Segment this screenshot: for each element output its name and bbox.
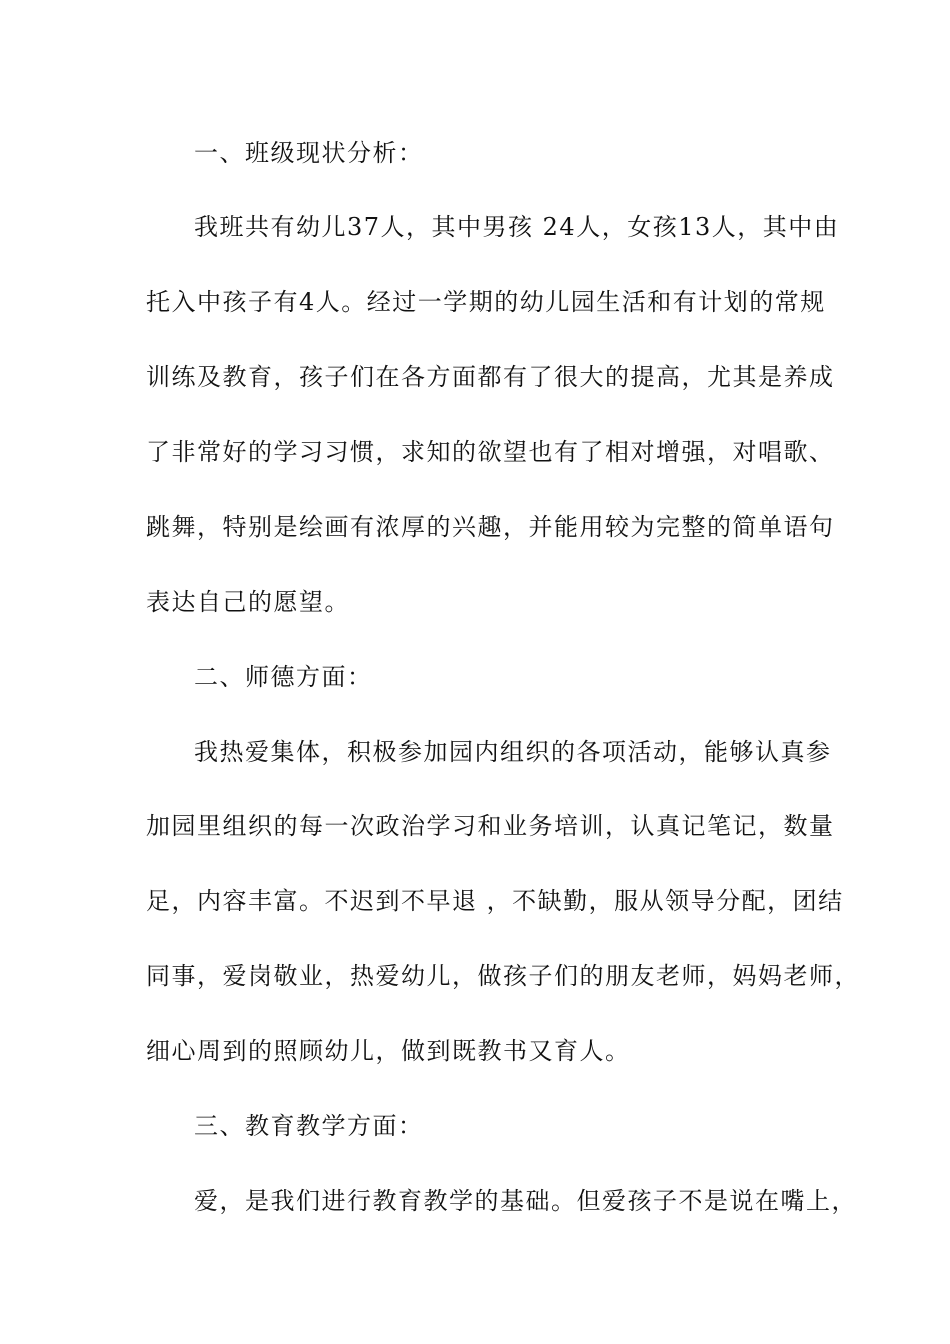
paragraph-line: 爱，是我们进行教育教学的基础。但爱孩子不是说在嘴上， [194,1187,857,1215]
section-heading-class-status: 一、班级现状分析： [194,139,424,167]
section-heading-teacher-ethics: 二、师德方面： [194,663,373,691]
section-heading-teaching: 三、教育教学方面： [194,1112,424,1140]
paragraph-line: 细心周到的照顾幼儿，做到既教书又育人。 [146,1037,631,1065]
paragraph-line: 我班共有幼儿37人，其中男孩 24人，女孩13人，其中由 [194,213,840,241]
paragraph-line: 同事，爱岗敬业，热爱幼儿，做孩子们的朋友老师，妈妈老师， [146,962,860,990]
paragraph-line: 我热爱集体，积极参加园内组织的各项活动，能够认真参 [194,738,832,766]
paragraph-line: 加园里组织的每一次政治学习和业务培训，认真记笔记，数量 [146,812,835,840]
paragraph-line: 表达自己的愿望。 [146,588,350,616]
paragraph-line: 托入中孩子有4人。经过一学期的幼儿园生活和有计划的常规 [146,288,826,316]
paragraph-line: 了非常好的学习习惯，求知的欲望也有了相对增强，对唱歌、 [146,438,835,466]
paragraph-line: 训练及教育，孩子们在各方面都有了很大的提高，尤其是养成 [146,363,835,391]
paragraph-line: 跳舞，特别是绘画有浓厚的兴趣，并能用较为完整的简单语句 [146,513,835,541]
paragraph-line: 足，内容丰富。不迟到不早退 ，不缺勤，服从领导分配，团结 [146,887,844,915]
